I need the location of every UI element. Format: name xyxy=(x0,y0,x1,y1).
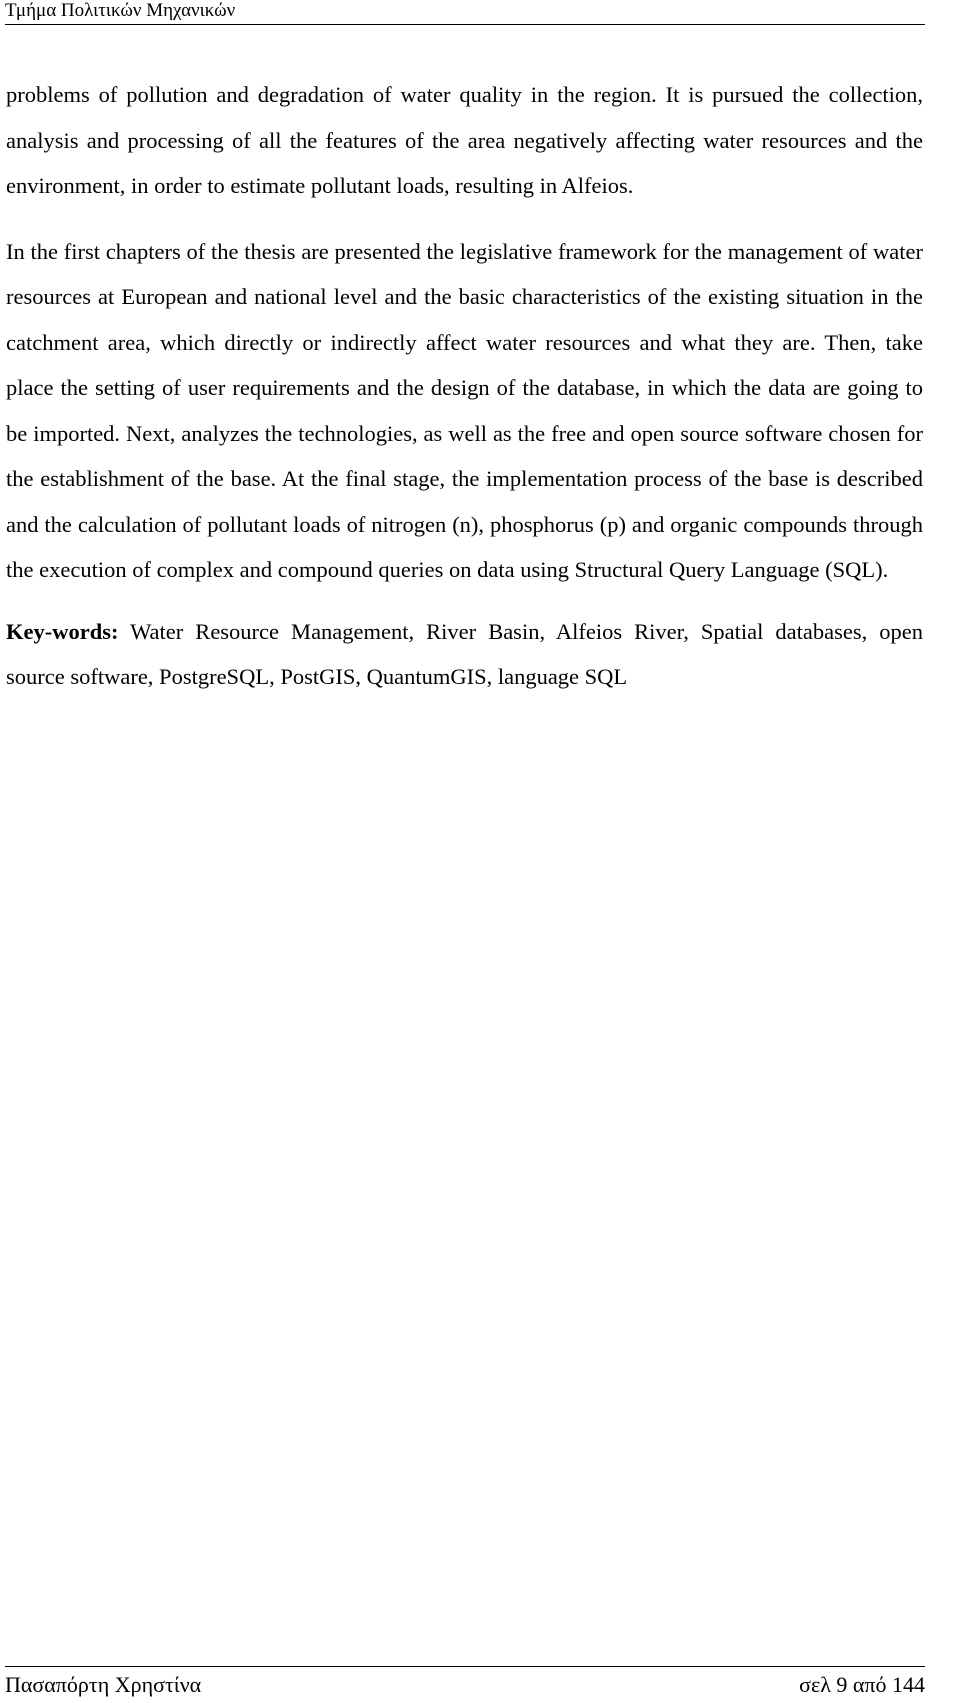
page-content xyxy=(6,72,923,700)
page-header xyxy=(5,0,925,25)
keywords-text: Water Resource Management, River Basin, Alfeios River, Spatial databases, open source software, PostgreSQL, PostGIS, QuantumGIS, language SQL xyxy=(6,618,924,689)
keywords-label: Key-words: xyxy=(6,618,119,644)
keywords-paragraph xyxy=(6,609,923,700)
page-footer xyxy=(5,1666,925,1703)
author-name: Πασαπόρτη Χρηστίνα xyxy=(5,1672,202,1697)
abstract-paragraph-1: problems of pollution and degradation of water quality in the region. It is pursued the collection, analysis and processing of all the features of the area negatively affecting water resources and the environment, in order to estimate pollutant loads, resulting in Alfeios. xyxy=(6,82,923,198)
page-number: σελ 9 από 144 xyxy=(799,1672,925,1697)
abstract-paragraph-2: In the first chapters of the thesis are presented the legislative framework for the management of water resources at European and national level and the basic characteristics of the existing situation in the catchment area, which directly or indirectly affect water resources and what they are. Then, take place the setting of user requirements and the design of the database, in which the data are going to be imported. Next, analyzes the technologies, as well as the free and open source software chosen for the establishment of the base. At the final stage, the implementation process of the base is described and the calculation of pollutant loads of nitrogen (n), phosphorus (p) and organic compounds through the execution of complex and compound queries on data using Structural Query Language (SQL). xyxy=(6,238,923,582)
department-name: Τμήμα Πολιτικών Μηχανικών xyxy=(5,0,236,21)
